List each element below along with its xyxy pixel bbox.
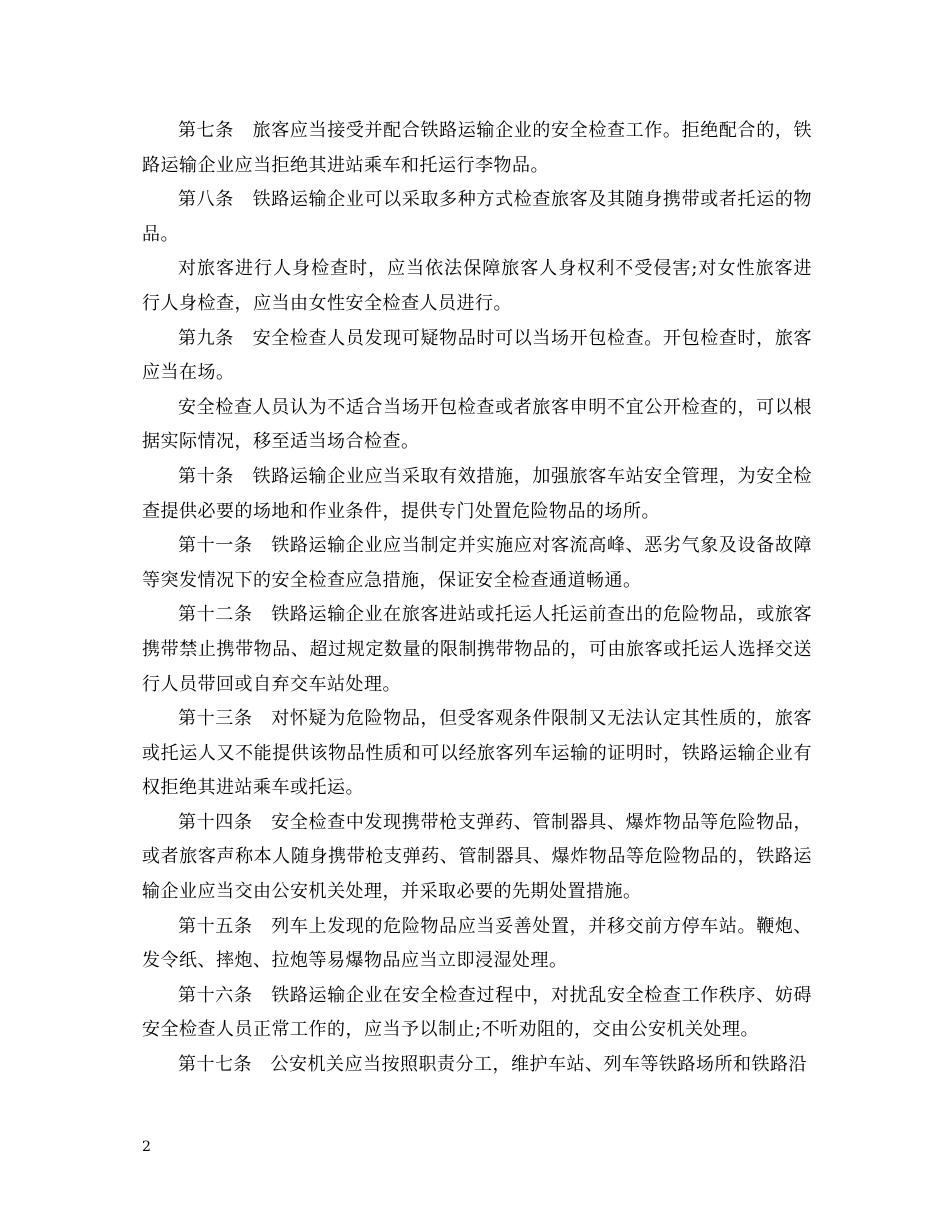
paragraph-article-9: 第九条 安全检查人员发现可疑物品时可以当场开包检查。开包检查时，旅客应当在场。 bbox=[142, 327, 812, 384]
paragraph-article-12: 第十二条 铁路运输企业在旅客进站或托运人托运前查出的危险物品，或旅客携带禁止携带物品、超过规定数量的限制携带物品的，可由旅客或托运人选择交送行人员带回或自弃交车站处理。 bbox=[142, 604, 812, 695]
paragraph-article-7: 第七条 旅客应当接受并配合铁路运输企业的安全检查工作。拒绝配合的，铁路运输企业应当拒绝其进站乘车和托运行李物品。 bbox=[142, 120, 812, 176]
paragraph-article-17: 第十七条 公安机关应当按照职责分工，维护车站、列车等铁路场所和铁路沿 bbox=[178, 1054, 807, 1076]
paragraph-article-15: 第十五条 列车上发现的危险物品应当妥善处置，并移交前方停车站。鞭炮、发令纸、摔炮、拉炮等易爆物品应当立即浸湿处理。 bbox=[142, 915, 812, 972]
page-number: 2 bbox=[142, 1139, 151, 1155]
paragraph-article-10: 第十条 铁路运输企业应当采取有效措施，加强旅客车站安全管理，为安全检查提供必要的场地和作业条件，提供专门处置危险物品的场所。 bbox=[142, 465, 812, 522]
paragraph-article-14: 第十四条 安全检查中发现携带枪支弹药、管制器具、爆炸物品等危险物品，或者旅客声称本人随身携带枪支弹药、管制器具、爆炸物品等危险物品的，铁路运输企业应当交由公安机关处理，并采取必要的先期处置措施。 bbox=[142, 811, 812, 903]
paragraph-relocate-inspection: 安全检查人员认为不适合当场开包检查或者旅客申明不宜公开检查的，可以根据实际情况，移至适当场合检查。 bbox=[142, 396, 812, 453]
paragraph-personal-inspection: 对旅客进行人身检查时，应当依法保障旅客人身权利不受侵害;对女性旅客进行人身检查，应当由女性安全检查人员进行。 bbox=[142, 258, 812, 314]
paragraph-article-16: 第十六条 铁路运输企业在安全检查过程中，对扰乱安全检查工作秩序、妨碍安全检查人员正常工作的，应当予以制止;不听劝阻的，交由公安机关处理。 bbox=[142, 984, 812, 1041]
paragraph-article-13: 第十三条 对怀疑为危险物品，但受客观条件限制又无法认定其性质的，旅客或托运人又不能提供该物品性质和可以经旅客列车运输的证明时，铁路运输企业有权拒绝其进站乘车或托运。 bbox=[142, 708, 812, 799]
paragraph-article-11: 第十一条 铁路运输企业应当制定并实施应对客流高峰、恶劣气象及设备故障等突发情况下的安全检查应急措施，保证安全检查通道畅通。 bbox=[142, 535, 812, 591]
paragraph-article-8: 第八条 铁路运输企业可以采取多种方式检查旅客及其随身携带或者托运的物品。 bbox=[142, 189, 812, 245]
body-text bbox=[142, 114, 812, 1083]
